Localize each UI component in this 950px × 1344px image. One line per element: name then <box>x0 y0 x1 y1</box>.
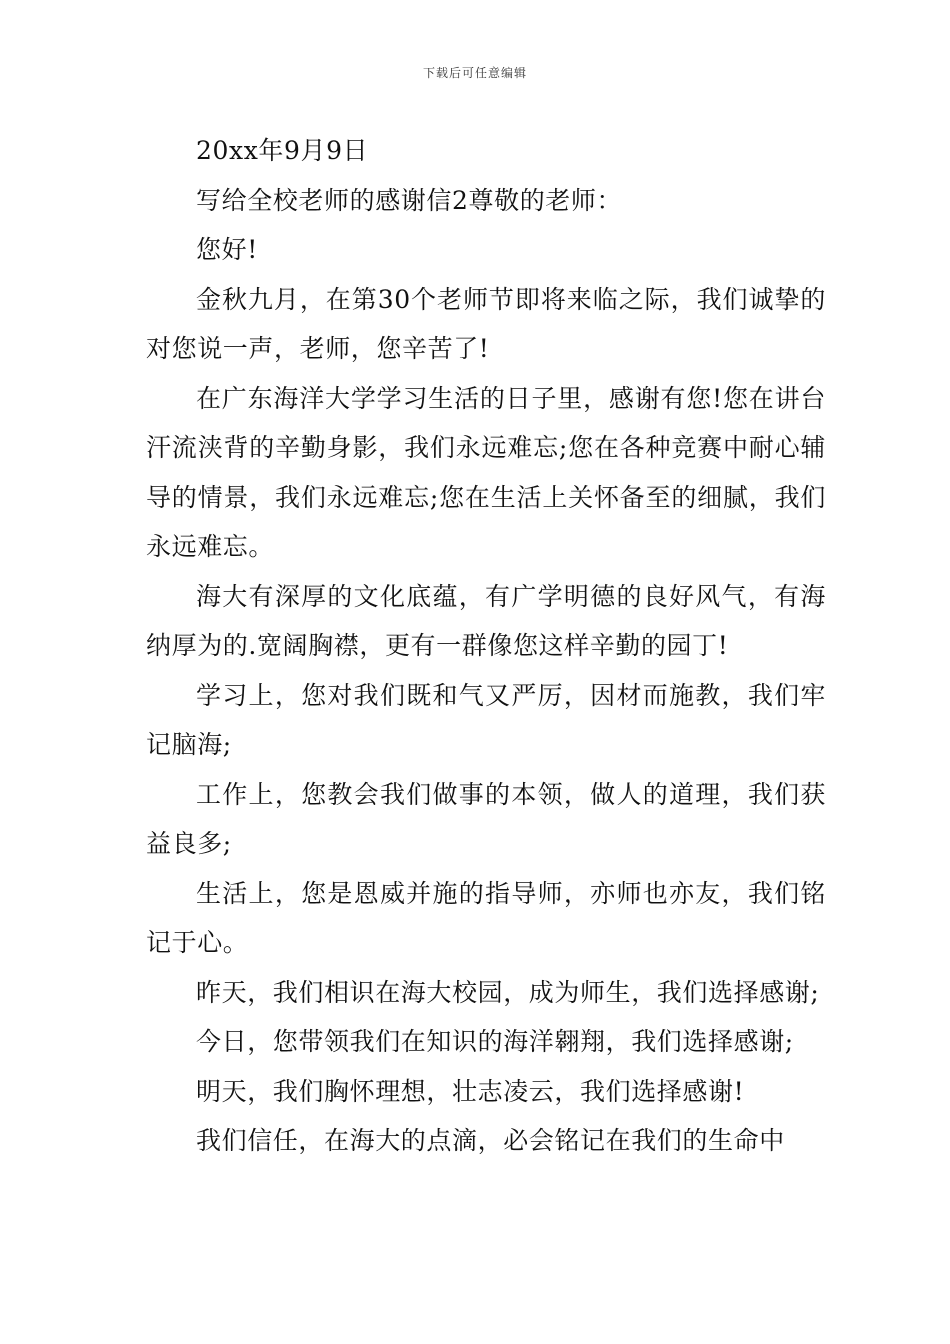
letter-salutation: 写给全校老师的感谢信2尊敬的老师： <box>196 185 623 215</box>
letter-paragraph: 生活上，您是恩威并施的指导师，亦师也亦友，我们铭记于心。 <box>146 878 826 957</box>
letter-paragraph: 昨天，我们相识在海大校园，成为师生，我们选择感谢; <box>196 977 820 1007</box>
letter-paragraph: 明天，我们胸怀理想，壮志凌云，我们选择感谢! <box>196 1076 745 1106</box>
page-header: 下载后可任意编辑 <box>422 66 527 80</box>
letter-date: 20xx年9月9日 <box>196 136 369 165</box>
letter-paragraph: 在广东海洋大学学习生活的日子里，感谢有您!您在讲台汗流浃背的辛勤身影，我们永远难忘;您在各种竞赛中耐心辅导的情景，我们永远难忘;您在生活上关怀备至的细腻，我们永远难忘。 <box>146 383 826 561</box>
letter-paragraph: 学习上，您对我们既和气又严厉，因材而施教，我们牢记脑海; <box>146 680 826 759</box>
letter-body <box>146 126 826 1166</box>
letter-paragraph: 工作上，您教会我们做事的本领，做人的道理，我们获益良多; <box>146 779 826 858</box>
letter-greeting: 您好! <box>196 235 258 264</box>
letter-paragraph: 今日，您带领我们在知识的海洋翱翔，我们选择感谢; <box>196 1027 794 1056</box>
letter-paragraph: 金秋九月，在第30个老师节即将来临之际，我们诚挚的对您说一声，老师，您辛苦了! <box>146 284 826 363</box>
letter-paragraph: 海大有深厚的文化底蕴，有广学明德的良好风气，有海纳厚为的.宽阔胸襟，更有一群像您这样辛勤的园丁! <box>146 581 826 660</box>
letter-paragraph: 我们信任，在海大的点滴，必会铭记在我们的生命中 <box>196 1126 785 1155</box>
